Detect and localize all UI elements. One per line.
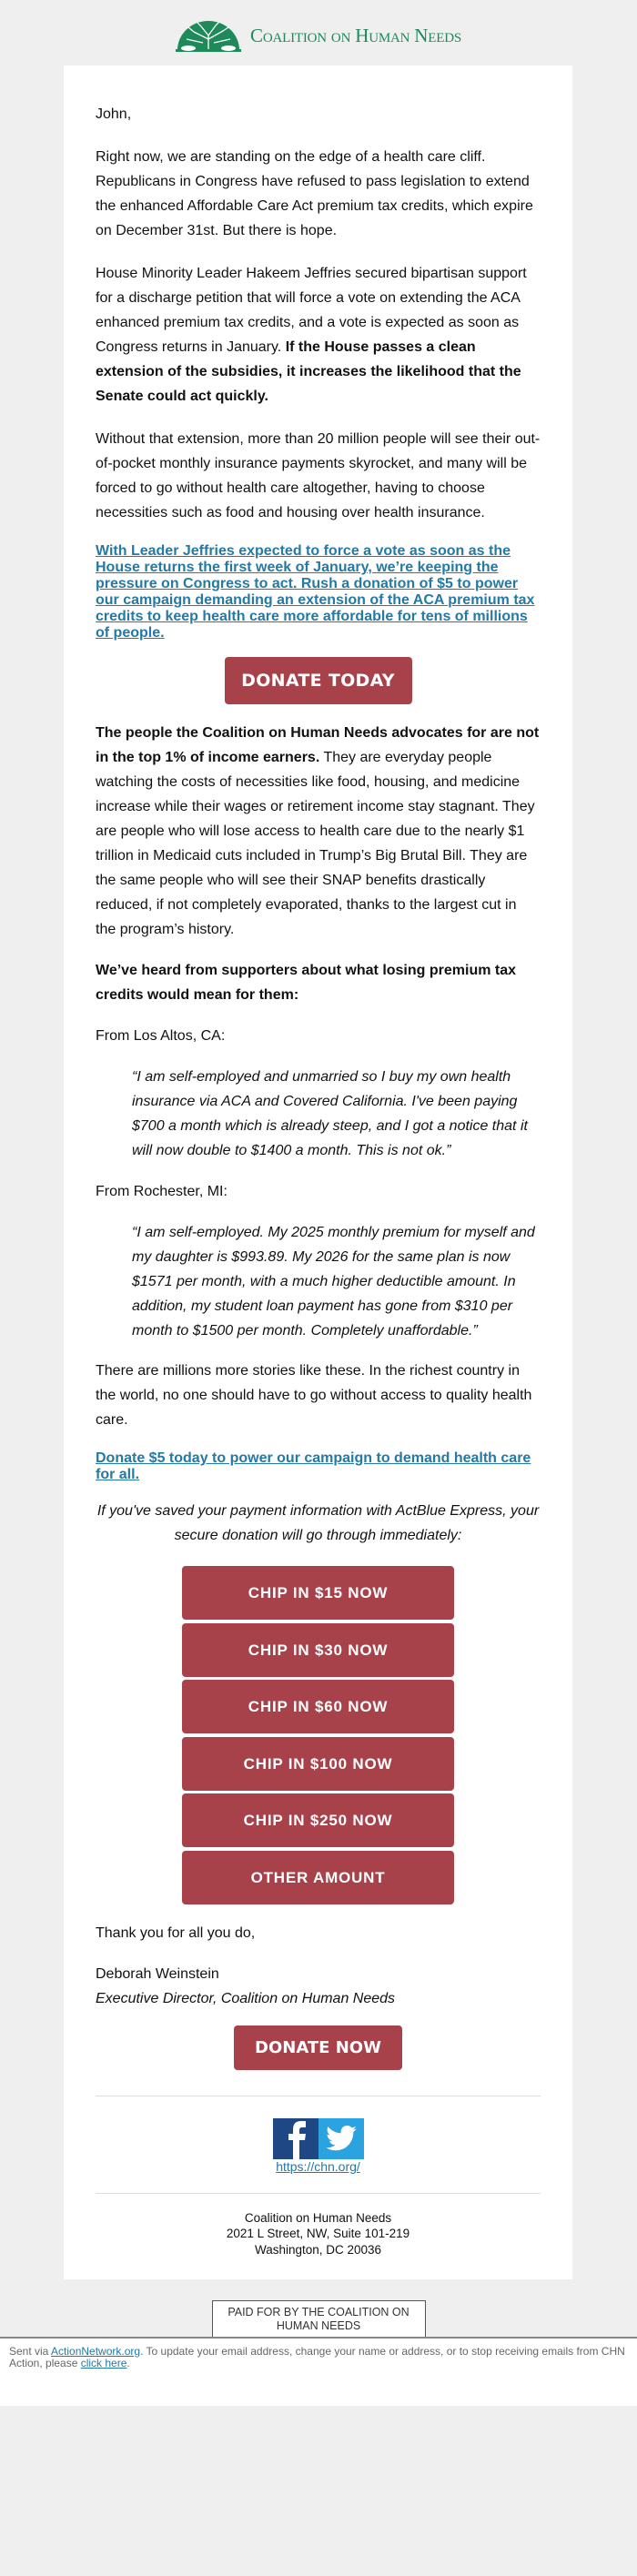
donate-now-button[interactable]: DONATE NOW: [234, 2025, 402, 2070]
email-card: [64, 66, 572, 2279]
action-network-link[interactable]: ActionNetwork.org: [51, 2345, 141, 2358]
footer-text: .: [126, 2357, 130, 2369]
paragraph-jeffries: [96, 261, 541, 409]
chip-in-30-button[interactable]: CHIP IN $30 NOW: [182, 1623, 454, 1677]
divider: [96, 2193, 541, 2194]
tree-logo-icon: [176, 19, 241, 52]
donation-link[interactable]: With Leader Jeffries expected to force a vote as soon as the House returns the first week of January, we’re keeping the pressure on Congress to act. Rush a donation of $5 to power our campaign demanding an extension of the ACA premium tax credits to keep health care more affordable for tens of millions of people.: [96, 543, 535, 641]
org-name-logo: Coalition on Human Needs: [250, 24, 461, 46]
mailing-address: [96, 2210, 541, 2258]
bold-text: If the House passes a clean extension of the subsidies, it increases the likelihood that the Senate could act quickly.: [96, 339, 521, 404]
quote-los-altos: “I am self-employed and unmarried so I buy my own health insurance via ACA and Covered California. I've been paying $700 a month which is already steep, and I got a notice that it will now double to $1400 a month. This is not ok.”: [132, 1069, 528, 1158]
facebook-icon[interactable]: [273, 2118, 318, 2159]
chip-in-15-button[interactable]: CHIP IN $15 NOW: [182, 1566, 454, 1620]
other-amount-button[interactable]: OTHER AMOUNT: [182, 1851, 454, 1904]
social-links: [96, 2118, 541, 2159]
address-line: Coalition on Human Needs: [244, 2210, 392, 2225]
chip-in-60-button[interactable]: CHIP IN $60 NOW: [182, 1680, 454, 1733]
paragraph-people: [96, 721, 541, 942]
chip-in-buttons: [182, 1566, 454, 1904]
paragraph-text: They are everyday people watching the costs of necessities like food, housing, and medicine increase while their wages or retirement income stay stagnant. They are people who will lose access to health care due to the nearly $1 trillion in Medicaid cuts included in Trump’s Big Brutal Bill. They are the same people who will see their SNAP benefits drastically reduced, if not completely evaporated, thanks to the largest cut in the program’s history.: [96, 750, 535, 937]
bold-text: We’ve heard from supporters about what losing premium tax credits would mean for them:: [96, 963, 517, 1003]
location-los-altos: From Los Altos, CA:: [96, 1028, 226, 1044]
chip-in-250-button[interactable]: CHIP IN $250 NOW: [182, 1793, 454, 1847]
paragraph-cliff: Right now, we are standing on the edge of a health care cliff. Republicans in Congress have refused to pass legislation to extend the enhanced Affordable Care Act premium tax credits, which expire on December 31st. But there is hope.: [96, 149, 533, 238]
email-header: [0, 0, 637, 66]
email-footer: [0, 2337, 637, 2406]
chn-website-link[interactable]: https://chn.org/: [276, 2158, 360, 2174]
signer-title: Executive Director, Coalition on Human Needs: [96, 1990, 396, 2006]
donate-today-button[interactable]: DONATE TODAY: [225, 657, 412, 704]
signer-name: Deborah Weinstein: [96, 1965, 219, 1982]
chip-in-100-button[interactable]: CHIP IN $100 NOW: [182, 1737, 454, 1791]
address-line: Washington, DC 20036: [254, 2242, 382, 2257]
twitter-icon[interactable]: [318, 2118, 364, 2159]
supporters-heading: [96, 958, 541, 1007]
greeting: John,: [96, 106, 132, 122]
address-line: 2021 L Street, NW, Suite 101-219: [226, 2227, 410, 2240]
paragraph-extension: Without that extension, more than 20 million people will see their out-of-pocket monthly insurance payments skyrocket, and many will be forced to go without health care altogether, having to choose necessities such as food and housing over health insurance.: [96, 431, 541, 520]
paragraph-stories: There are millions more stories like these. In the richest country in the world, no one should have to go without access to quality health care.: [96, 1363, 532, 1428]
footer-text: . To update your email address, change your name or address, or to stop receiving emails from CHN Action, please: [9, 2345, 625, 2369]
closing: Thank you for all you do,: [96, 1924, 256, 1941]
bold-text: The people the Coalition on Human Needs advocates for are not in the top 1% of income earners.: [96, 725, 540, 765]
paid-for-disclaimer: PAID FOR BY THE COALITION ON HUMAN NEEDS: [212, 2300, 426, 2337]
actblue-note: If you've saved your payment information with ActBlue Express, your secure donation will go through immediately:: [96, 1503, 540, 1543]
unsubscribe-link[interactable]: click here: [80, 2357, 127, 2369]
paragraph-text: House Minority Leader Hakeem Jeffries secured bipartisan support for a discharge petition that will force a vote on extending the ACA enhanced premium tax credits, and a vote is expected as soon as Congress returns in January.: [96, 266, 527, 355]
footer-text: Sent via: [9, 2345, 52, 2358]
quote-rochester: “I am self-employed. My 2025 monthly premium for myself and my daughter is $993.89. My 2026 for the same plan is now $1571 per month, with a much higher deductible amount. In addition, my student loan payment has gone from $310 per month to $1500 per month. Completely unaffordable.”: [132, 1225, 535, 1339]
location-rochester: From Rochester, MI:: [96, 1184, 228, 1199]
donate-five-link[interactable]: Donate $5 today to power our campaign to demand health care for all.: [96, 1450, 531, 1482]
